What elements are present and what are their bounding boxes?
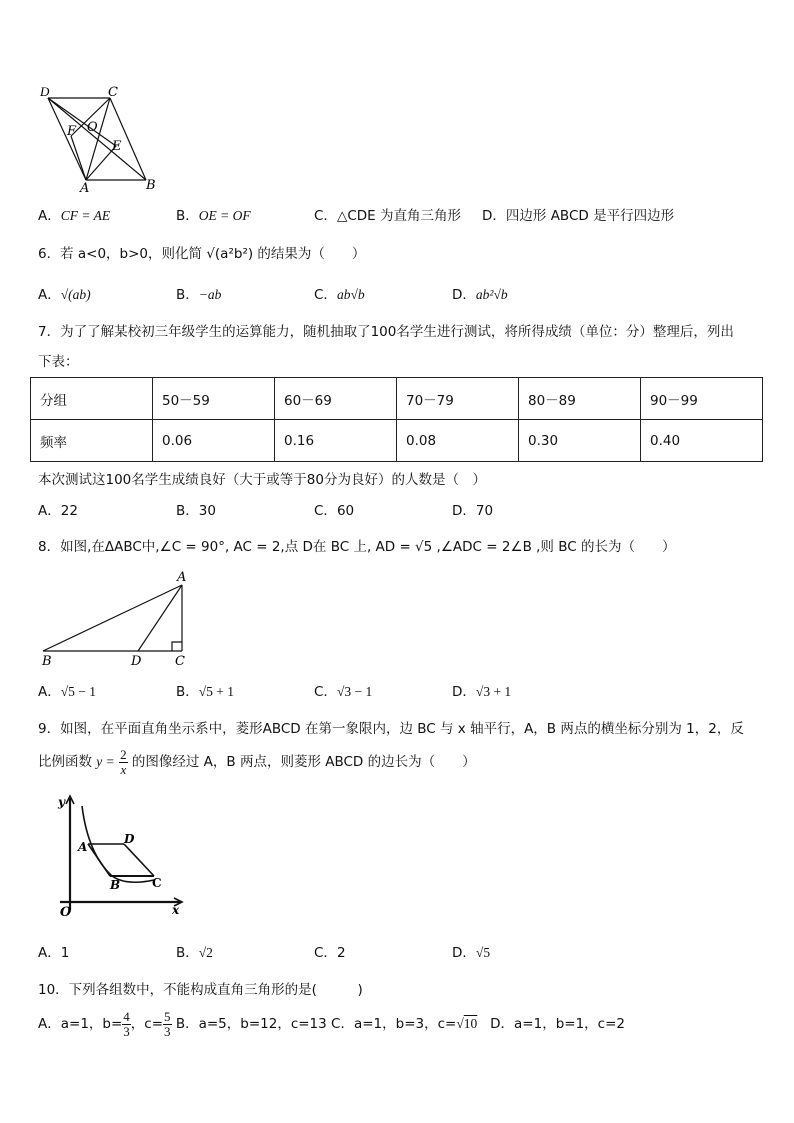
q7-stem-line1: 7．为了了解某校初三年级学生的运算能力，随机抽取了100名学生进行测试，将所得成绩（单位：分）整理后，列出	[38, 324, 734, 340]
q9-option-a: A．1	[38, 945, 70, 961]
table-row	[31, 378, 763, 420]
q9-label-C: C	[152, 876, 162, 890]
q9-label-B: B	[110, 878, 121, 892]
q10-fraction-c: $\frac{5}{3}$	[164, 1008, 171, 1039]
q9-figure	[50, 792, 190, 920]
table-cell: 分组	[31, 378, 153, 420]
q5-label-F: F	[67, 124, 77, 139]
q5-label-C: C	[108, 85, 118, 100]
q10-option-c: C．a=1，b=3，c=√10	[331, 1016, 478, 1032]
q7-stem-line2: 下表：	[38, 354, 79, 370]
q9-option-c: C．2	[314, 945, 346, 961]
q6-option-c: C．ab√b	[314, 287, 365, 303]
q10-option-a-prefix: A．a=1，b=	[38, 1016, 123, 1032]
table-cell: 0.30	[519, 420, 641, 462]
q7-frequency-table	[30, 377, 763, 462]
q9-func-fraction: $\frac{2}{x}$	[120, 746, 127, 777]
q5-label-A: A	[80, 181, 90, 196]
table-cell: 0.16	[275, 420, 397, 462]
q8-label-B: B	[42, 654, 52, 669]
table-cell: 90－99	[641, 378, 763, 420]
q5-label-E: E	[112, 139, 122, 154]
q8-option-d: D．√3 + 1	[452, 684, 512, 700]
q5-option-d: D．四边形 ABCD 是平行四边形	[482, 208, 675, 224]
q9-stem-line1: 9．如图，在平面直角坐示系中，菱形ABCD 在第一象限内，边 BC 与 x 轴平行，A，B 两点的横坐标分别为 1，2，反	[38, 721, 744, 737]
table-cell: 0.40	[641, 420, 763, 462]
q9-label-A: A	[78, 840, 88, 854]
q9-label-O: O	[60, 905, 72, 920]
q6-stem: 6．若 a<0，b>0，则化简 √(a²b²) 的结果为（ ）	[38, 246, 366, 262]
q9-label-y: y	[58, 795, 65, 809]
q5-label-O: O	[87, 120, 98, 135]
table-cell: 50－59	[153, 378, 275, 420]
q5-figure	[36, 84, 166, 196]
q10-options: A．a=1，b= $\frac{4}{3}$ ，c= $\frac{5}{3}$ B．a=5，b=12，c=13 C．a=1，b=3，c=√10 D．a=1，b=1，c=2	[38, 1008, 626, 1039]
q8-option-a: A．√5 − 1	[38, 684, 97, 700]
q7-option-b: B．30	[176, 503, 216, 519]
q9-stem-line2: 比例函数 y = $\frac{2}{x}$ 的图像经过 A，B 两点，则菱形 ABCD 的边长为（ ）	[38, 746, 476, 777]
q6-option-a: A．√(ab)	[38, 287, 91, 303]
table-cell: 70－79	[397, 378, 519, 420]
q8-option-b: B．√5 + 1	[176, 684, 235, 700]
q8-label-A: A	[177, 570, 187, 585]
q5-option-b: B．OE = OF	[176, 208, 251, 224]
q6-option-d: D．ab²√b	[452, 287, 508, 303]
q7-option-d: D．70	[452, 503, 494, 519]
table-cell: 0.06	[153, 420, 275, 462]
q8-stem: 8．如图,在ΔABC中,∠C = 90°, AC = 2,点 D在 BC 上, AD = √5 ,∠ADC = 2∠B ,则 BC 的长为（ ）	[38, 539, 676, 555]
q7-option-a: A．22	[38, 503, 78, 519]
q5-option-a: A．CF = AE	[38, 208, 111, 224]
table-cell: 60－69	[275, 378, 397, 420]
q10-fraction-b: $\frac{4}{3}$	[123, 1008, 130, 1039]
q7-question: 本次测试这100名学生成绩良好（大于或等于80分为良好）的人数是（ ）	[38, 472, 486, 488]
q5-label-B: B	[146, 178, 156, 193]
q5-label-D: D	[40, 84, 50, 99]
q9-option-d: D．√5	[452, 945, 491, 961]
q9-label-x: x	[172, 903, 180, 917]
table-cell: 频率	[31, 420, 153, 462]
table-row	[31, 420, 763, 462]
q7-option-c: C．60	[314, 503, 355, 519]
table-cell: 0.08	[397, 420, 519, 462]
table-cell: 80－89	[519, 378, 641, 420]
q8-figure	[38, 568, 198, 670]
q8-label-D: D	[131, 654, 142, 669]
q10-option-b: B．a=5，b=12，c=13	[175, 1016, 327, 1032]
q9-label-D: D	[124, 832, 135, 846]
q10-option-d: D．a=1，b=1，c=2	[490, 1016, 626, 1032]
q5-option-c: C．△CDE 为直角三角形	[314, 208, 461, 224]
q9-func-lhs: y =	[96, 754, 115, 769]
q9-option-b: B．√2	[176, 945, 213, 961]
q8-label-C: C	[175, 654, 185, 669]
q8-option-c: C．√3 − 1	[314, 684, 373, 700]
q10-stem: 10．下列各组数中，不能构成直角三角形的是( )	[38, 982, 363, 998]
q6-option-b: B．−ab	[176, 287, 222, 303]
